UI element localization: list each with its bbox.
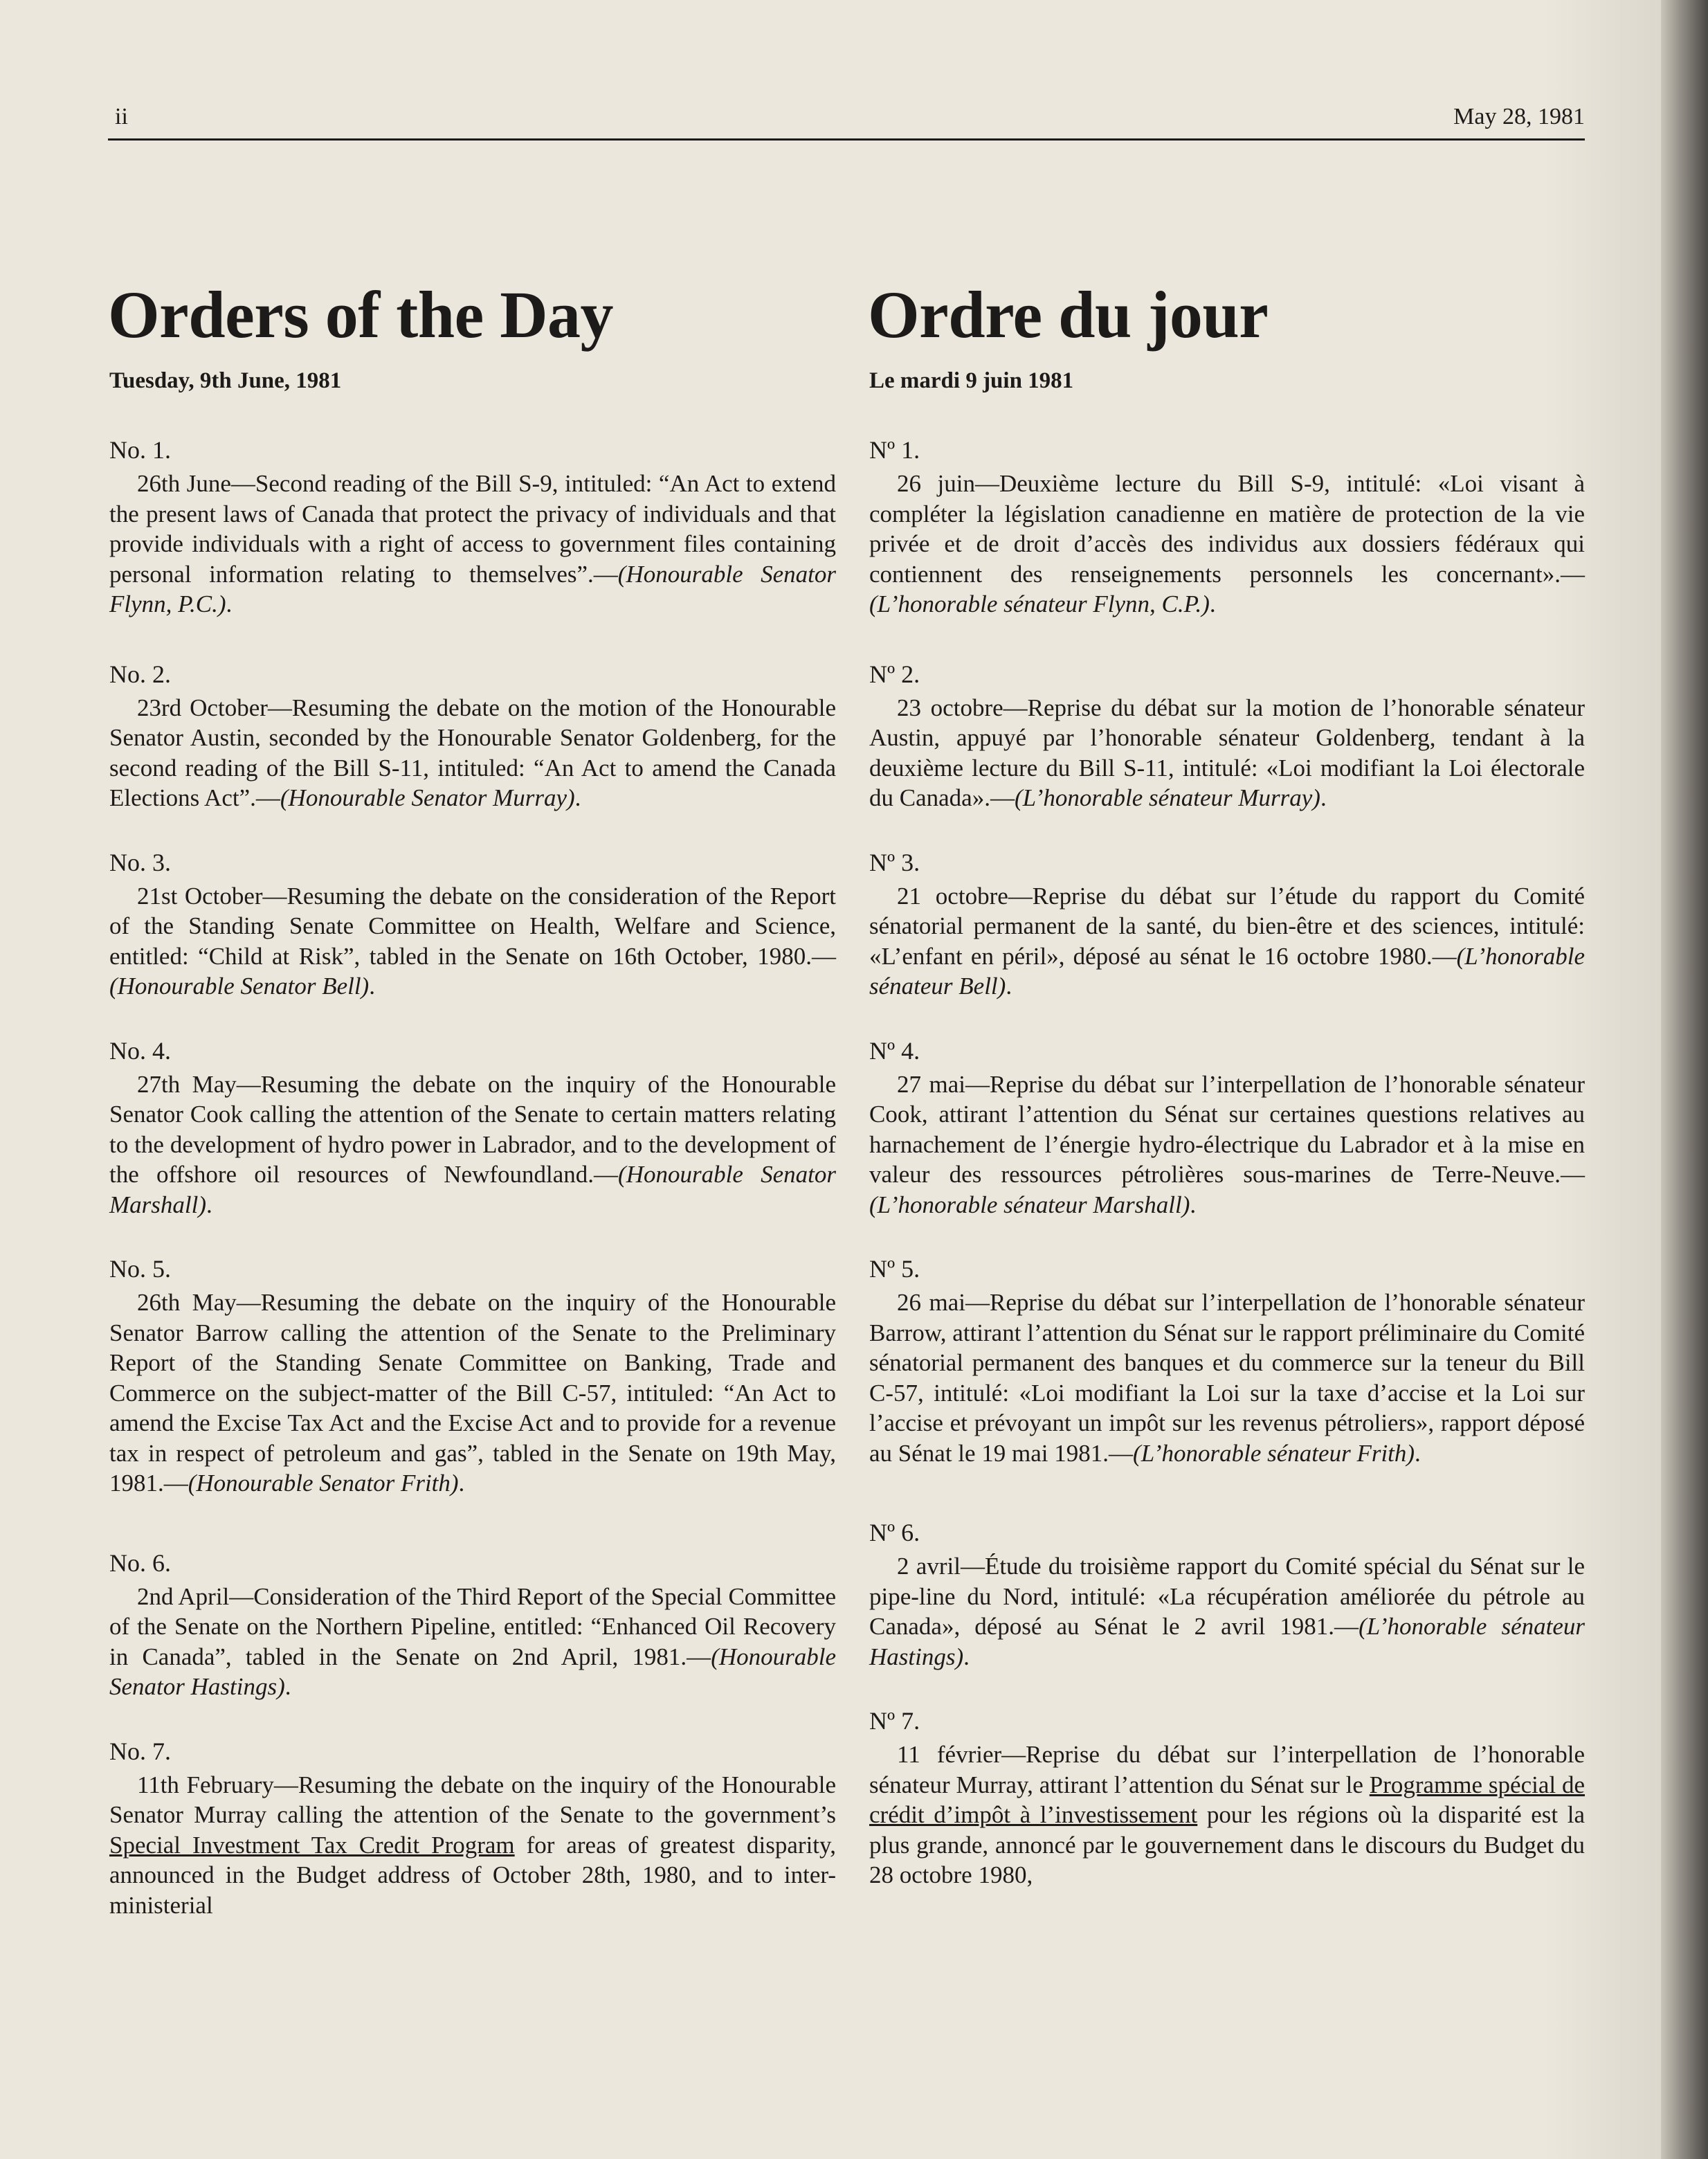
order-item-5 (109, 1254, 836, 1499)
order-item-6 (109, 1548, 836, 1702)
item-text: 11 février—Reprise du débat sur l’interpellation de l’honorable sénateur Murray, attirant l’attention du Sénat sur le Programme spécial de crédit d’impôt à l’investissement pour les régions où la disparité est la plus grande, annoncé par le gouvernement dans le discours du Budget du 28 octobre 1980, (869, 1741, 1585, 1888)
page-number: ii (115, 104, 128, 129)
senator-attribution: (L’honorable sénateur Murray) (1014, 784, 1320, 811)
item-text: 23rd October—Resuming the debate on the motion of the Honourable Senator Austin, seconded by the Honourable Senator Goldenberg, for the second reading of the Bill S-11, intituled: “An Act to amend the Canada Elections Act”.—(Honourable Senator Murray). (109, 694, 836, 811)
page-header (108, 104, 1585, 141)
item-number: Nº 5. (869, 1255, 920, 1283)
item-number: No. 7. (109, 1737, 171, 1765)
order-item-4-fr (869, 1036, 1585, 1220)
senator-attribution: (Honourable Senator Hastings) (109, 1643, 836, 1700)
french-column (869, 277, 1585, 1890)
senator-attribution: (Honourable Senator Murray) (280, 784, 575, 811)
item-number: No. 1. (109, 436, 171, 464)
item-text: 27 mai—Reprise du débat sur l’interpellation de l’honorable sénateur Cook, attirant l’attention du Sénat sur certaines questions relatives au harnachement de l’énergie hydro-électrique du Labrador et à la mise en valeur des ressources pétrolières sous-marines de Terre-Neuve.—(L’honorable sénateur Marshall). (869, 1070, 1585, 1218)
item-text: 26th June—Second reading of the Bill S-9, intituled: “An Act to extend the present laws of Canada that protect the privacy of individuals and that provide individuals with a right of access to government files containing personal information relating to themselves”.—(Honourable Senator Flynn, P.C.). (109, 470, 836, 617)
senator-attribution: (Honourable Senator Marshall) (109, 1161, 836, 1218)
english-title: Orders of the Day (108, 278, 614, 352)
underlined-program-name: Programme spécial de crédit d’impôt à l’investissement (869, 1771, 1585, 1828)
item-text: 27th May—Resuming the debate on the inquiry of the Honourable Senator Cook calling the attention of the Senate to certain matters relating to the development of hydro power in Labrador, and to the development of the offshore oil resources of Newfoundland.—(Honourable Senator Marshall). (109, 1070, 836, 1218)
senator-attribution: (L’honorable sénateur Frith) (1133, 1439, 1415, 1467)
senator-attribution: (L’honorable sénateur Marshall) (869, 1191, 1190, 1218)
item-text: 21st October—Resuming the debate on the consideration of the Report of the Standing Senate Committee on Health, Welfare and Science, entitled: “Child at Risk”, tabled in the Senate on 16th October, 1980.—(Honourable Senator Bell). (109, 882, 836, 1000)
senator-attribution: (L’honorable sénateur Hastings) (869, 1613, 1585, 1670)
item-number: Nº 1. (869, 436, 920, 464)
english-column (109, 277, 836, 1920)
item-text: 2nd April—Consideration of the Third Report of the Special Committee of the Senate on the Northern Pipeline, entitled: “Enhanced Oil Recovery in Canada”, tabled in the Senate on 2nd April, 1981.—(Honourable Senator Hastings). (109, 1582, 836, 1700)
order-item-1 (109, 435, 836, 620)
senator-attribution: (Honourable Senator Flynn, P.C.) (109, 560, 836, 617)
item-text: 26th May—Resuming the debate on the inquiry of the Honourable Senator Barrow calling the attention of the Senate to the Preliminary Report of the Standing Senate Committee on Banking, Trade and Commerce on the subject-matter of the Bill C-57, intituled: “An Act to amend the Excise Tax Act and the Excise Act and to provide for a revenue tax in respect of petroleum and gas”, tabled in the Senate on 19th May, 1981.—(Honourable Senator Frith). (109, 1289, 836, 1497)
item-number: Nº 3. (869, 848, 920, 876)
senator-attribution: (L’honorable sénateur Flynn, C.P.) (869, 590, 1210, 617)
senator-attribution: (Honourable Senator Bell) (109, 973, 370, 1000)
order-item-2-fr (869, 660, 1585, 813)
book-binding-shadow (1661, 0, 1708, 2159)
order-item-1-fr (869, 435, 1585, 620)
order-item-6-fr (869, 1518, 1585, 1672)
order-item-7-fr (869, 1706, 1585, 1890)
order-item-4 (109, 1036, 836, 1220)
item-number: No. 3. (109, 848, 171, 876)
order-item-3-fr (869, 848, 1585, 1002)
item-number: No. 6. (109, 1548, 171, 1577)
order-item-3 (109, 848, 836, 1002)
item-number: No. 2. (109, 660, 171, 688)
item-text: 2 avril—Étude du troisième rapport du Comité spécial du Sénat sur le pipe-line du Nord, intitulé: «La récupération améliorée du pétrole au Canada», déposé au Sénat le 2 avril 1981.—(L’honorable sénateur Hastings). (869, 1553, 1585, 1670)
order-item-7 (109, 1737, 836, 1921)
order-item-2 (109, 660, 836, 813)
item-text: 26 juin—Deuxième lecture du Bill S-9, intitulé: «Loi visant à compléter la législation canadienne en matière de protection de la vie privée et de droit d’accès des individus aux dossiers fédéraux qui contiennent des renseignements personnels les concernant».—(L’honorable sénateur Flynn, C.P.). (869, 470, 1585, 617)
senator-attribution: (L’honorable sénateur Bell) (869, 942, 1585, 1000)
french-date: Le mardi 9 juin 1981 (869, 368, 1074, 393)
item-text: 11th February—Resuming the debate on the inquiry of the Honourable Senator Murray calling the attention of the Senate to the government’s Special Investment Tax Credit Program for areas of greatest disparity, announced in the Budget address of October 28th, 1980, and to inter-ministerial (109, 1771, 836, 1919)
item-text: 26 mai—Reprise du débat sur l’interpellation de l’honorable sénateur Barrow, attirant l’attention du Sénat sur le rapport préliminaire du Comité sénatorial permanent des banques et du commerce sur la teneur du Bill C-57, intitulé: «Loi modifiant la Loi sur la taxe d’accise et la Loi sur l’accise et prévoyant un impôt sur les revenus pétroliers», rapport déposé au Sénat le 19 mai 1981.—(L’honorable sénateur Frith). (869, 1289, 1585, 1467)
senator-attribution: (Honourable Senator Frith) (188, 1470, 459, 1497)
french-title: Ordre du jour (868, 278, 1269, 352)
header-date: May 28, 1981 (1453, 104, 1585, 129)
order-item-5-fr (869, 1254, 1585, 1468)
item-number: Nº 6. (869, 1519, 920, 1546)
item-number: Nº 7. (869, 1707, 920, 1735)
underlined-program-name: Special Investment Tax Credit Program (109, 1831, 515, 1859)
item-number: Nº 2. (869, 660, 920, 688)
english-date: Tuesday, 9th June, 1981 (109, 368, 342, 393)
item-number: No. 4. (109, 1036, 171, 1065)
item-text: 23 octobre—Reprise du débat sur la motion de l’honorable sénateur Austin, appuyé par l’honorable sénateur Goldenberg, tendant à la deuxième lecture du Bill S-11, intitulé: «Loi modifiant la Loi électorale du Canada».—(L’honorable sénateur Murray). (869, 694, 1585, 811)
item-number: No. 5. (109, 1255, 171, 1283)
item-number: Nº 4. (869, 1036, 920, 1065)
item-text: 21 octobre—Reprise du débat sur l’étude du rapport du Comité sénatorial permanent de la santé, du bien-être et des sciences, intitulé: «L’enfant en péril», déposé au sénat le 16 octobre 1980.—(L’honorable sénateur Bell). (869, 882, 1585, 1000)
